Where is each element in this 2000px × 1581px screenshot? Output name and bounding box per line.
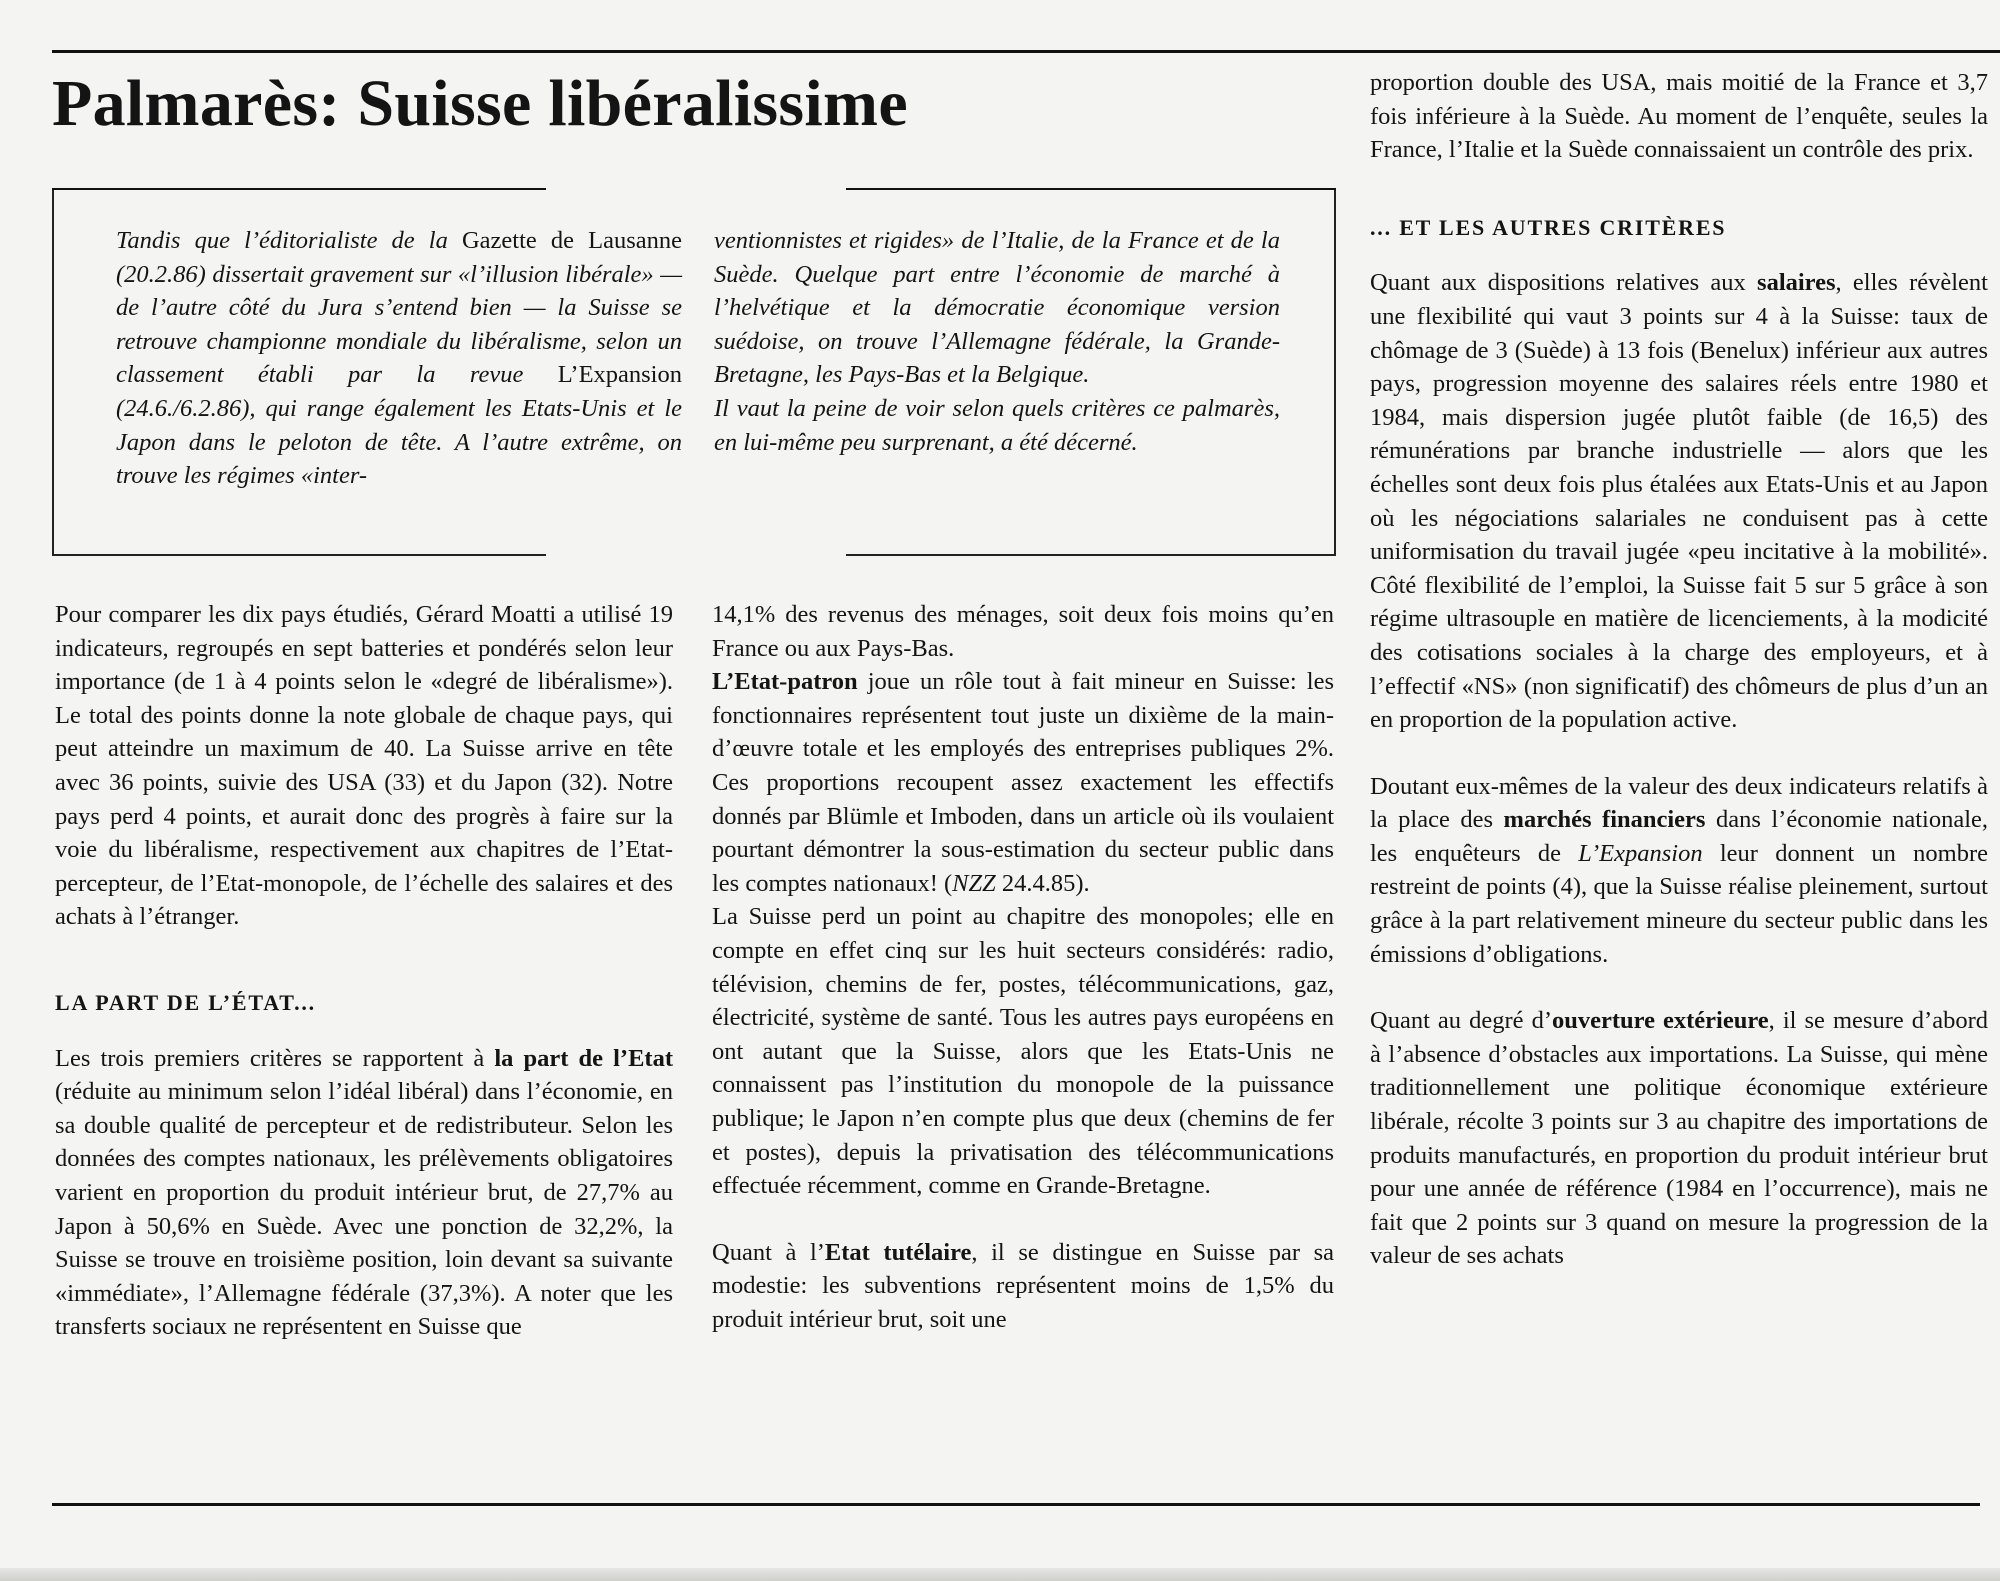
intro-paragraph-left: [116, 224, 682, 493]
intro-box-gap-top: [546, 184, 846, 192]
text: Les trois premiers critères se rapportent à: [55, 1044, 495, 1072]
text: Quant au degré d’: [1370, 1007, 1552, 1035]
text: Quant aux dispositions relatives aux: [1370, 269, 1758, 297]
bold-term: Etat tutélaire: [824, 1238, 972, 1266]
italic-term: L’Expansion: [1578, 839, 1703, 867]
intro-right-column: [714, 224, 1280, 459]
bold-term: la part de l’Etat: [494, 1044, 674, 1072]
text: joue un rôle tout à fait mineur en Suisse: les fonctionnaires représentent tout juste un dixième de la main-d’œuvre totale et les employés des entreprises publiques 2%. Ces proportions recoupent assez exactement les effectifs donnés par Blümle et Imboden, dans un article où ils voulaient pourtant démontrer la sous-estimation du secteur public dans les comptes nationaux! (: [712, 668, 1334, 897]
col2-paragraph-3: La Suisse perd un point au chapitre des monopoles; elle en compte en effet cinq sur les huit secteurs considérés: radio, télévision, chemins de fer, postes, télécommunications, gaz, électricité, système de santé. Tous les autres pays européens en ont autant que la Suisse, alors que les Etats-Unis ne connaissent pas l’institution du monopole de la puissance publique; le Japon n’en compte plus que deux (chemins de fer et postes), depuis la privatisation des télécommunications effectuée récemment, comme en Grande-Bretagne.: [712, 903, 1334, 1200]
intro-box-gap-bottom: [546, 552, 846, 560]
italic-term: NZZ: [952, 869, 996, 897]
col1-paragraph-1: Pour comparer les dix pays étudiés, Gérard Moatti a utilisé 19 indicateurs, regroupés en sept batteries et pondérés selon leur importance (de 1 à 4 points selon le «degré de libéralisme»). Le total des points donne la note globale de chaque pays, qui peut atteindre un maximum de 40. La Suisse arrive en tête avec 36 points, suivie des USA (33) et du Japon (32). Notre pays perd 4 points, et aurait donc des progrès à faire sur la voie du libéralisme, respectivement aux chapitres de l’Etat-percepteur, de l’Etat-monopole, de l’échelle des salaires et des achats à l’étranger.: [55, 601, 673, 931]
column-2: [712, 598, 1334, 1336]
intro-text: (24.6./6.2.86), qui range également les Etats-Unis et le Japon dans le peloton de tête. A l’autre extrême, on trouve les régimes «inter-: [116, 394, 682, 490]
column-1: [55, 598, 673, 1344]
article-title: Palmarès: Suisse libéralissime: [52, 67, 908, 140]
text: dans l’économie nationale, les enquêteurs de: [1370, 806, 1988, 867]
intro-expansion: L’Expansion: [557, 361, 682, 389]
bold-term: L’Etat-patron: [712, 668, 858, 696]
column-3: [1370, 66, 1988, 1273]
bold-term: ouverture extérieure: [1552, 1007, 1769, 1035]
col3-paragraph-3: [1370, 770, 1988, 972]
scan-edge: [0, 1568, 2000, 1581]
intro-paragraph-right-1: ventionnistes et rigides» de l’Italie, de la France et de la Suède. Quelque part entre l’économie de marché à l’helvétique et la démocratie économique version suédoise, on trouve l’Allemagne fédérale, la Grande-Bretagne, les Pays-Bas et la Belgique.: [714, 227, 1280, 389]
col2-paragraph-1: 14,1% des revenus des ménages, soit deux fois moins qu’en France ou aux Pays-Bas.: [712, 601, 1334, 662]
text: , il se distingue en Suisse par sa modestie: les subventions représentent moins de 1,5% du produit intérieur brut, soit une: [712, 1238, 1334, 1333]
text: Doutant eux-mêmes de la valeur des deux indicateurs relatifs à la place des: [1370, 772, 1988, 834]
section-heading-etat: LA PART DE L’ÉTAT...: [55, 989, 316, 1015]
text: , il se mesure d’abord à l’absence d’obstacles aux importations. La Suisse, qui mène traditionnellement une politique économique extérieure libérale, récolte 3 points sur 3 au chapitre des importations de produits manufacturés, en proportion du produit intérieur brut pour une année de référence (1984 en l’occurrence), mais ne fait que 2 points sur 3 quand on mesure la progression de la valeur de ses achats: [1370, 1007, 1988, 1270]
section-heading-criteres: ... ET LES AUTRES CRITÈRES: [1370, 214, 1727, 240]
text: Quant à l’: [712, 1238, 825, 1266]
text: , elles révèlent une flexibilité qui vaut 3 points sur 4 à la Suisse: taux de chômage de 3 (Suède) à 13 fois (Benelux) inférieur aux autres pays, progression moyenne des salaires réels entre 1980 et 1984, mais dispersion jugée plutôt faible (de 16,5) des rémunérations par branche industrielle — alors que les échelles sont deux fois plus étalées aux Etats-Unis et au Japon où les négociations salariales ne conduisent pas à cette uniformisation du travail jugée «peu incitative à la mobilité». Côté flexibilité de l’emploi, la Suisse fait 5 sur 5 grâce à son régime ultrasouple en matière de licenciements, à la modicité des cotisations sociales à la charge des employeurs, et à l’effectif «NS» (non significatif) des chômeurs de plus d’un an en proportion de la population active.: [1370, 269, 1988, 734]
top-rule: [52, 50, 2000, 53]
col2-paragraph-4: [712, 1236, 1334, 1337]
bottom-rule: [52, 1503, 1980, 1506]
intro-text: Tandis que l’éditorialiste de la: [116, 227, 462, 254]
bold-term: salaires: [1757, 269, 1836, 297]
intro-rule-top-left: [52, 188, 546, 190]
col2-paragraph-2: [712, 665, 1334, 900]
intro-rule-top-right: [846, 188, 1336, 190]
intro-text: (20.2.86) dissertait gravement sur «l’illusion libérale» — de l’autre côté du Jura s’entend bien — la Suisse se retrouve championne mondiale du libéralisme, selon un classement établi par la revue: [116, 260, 682, 389]
text: leur donnent un nombre restreint de points (4), que la Suisse réalise pleinement, surtout grâce à la part relativement mineure du secteur public dans les émissions d’obligations.: [1370, 839, 1988, 968]
text: 24.4.85).: [995, 869, 1090, 897]
col3-paragraph-4: [1370, 1004, 1988, 1273]
col3-paragraph-2: [1370, 266, 1988, 736]
col1-paragraph-2: [55, 1042, 673, 1344]
col3-paragraph-1: proportion double des USA, mais moitié de la France et 3,7 fois inférieure à la Suède. Au moment de l’enquête, seules la France, l’Italie et la Suède connaissaient un contrôle des prix.: [1370, 69, 1988, 164]
intro-paragraph-right-2: Il vaut la peine de voir selon quels critères ce palmarès, en lui-même peu surprenant, a été décerné.: [714, 394, 1280, 456]
intro-gazette: Gazette de Lausanne: [461, 227, 682, 254]
intro-left-column: [116, 224, 682, 493]
bold-term: marchés financiers: [1503, 806, 1706, 834]
text: (réduite au minimum selon l’idéal libéral) dans l’économie, en sa double qualité de percepteur et de redistributeur. Selon les données des comptes nationaux, les prélèvements obligatoires varient en proportion du produit intérieur brut, de 27,7% au Japon à 50,6% en Suède. Avec une ponction de 32,2%, la Suisse se trouve en troisième position, loin devant sa suivante «immédiate», l’Allemagne fédérale (37,3%). A noter que les transferts sociaux ne représentent en Suisse que: [55, 1078, 673, 1341]
